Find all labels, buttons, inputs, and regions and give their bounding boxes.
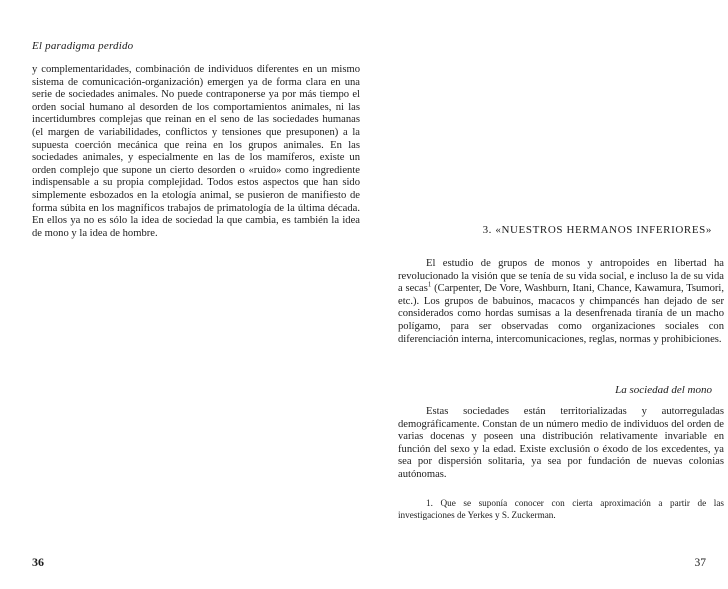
right-page	[364, 0, 728, 589]
running-head: El paradigma perdido	[32, 40, 134, 52]
footnote-text: Que se suponía conocer con cierta aproximación a partir de las investigaciones de Yerkes y S. Zuckerman.	[398, 498, 724, 520]
paragraph-1-text: El estudio de grupos de monos y antropoides en libertad ha revolucionado la visión que se tenía de su vida social, e incluso la de su vida a secas	[398, 258, 724, 295]
paragraph-1-text-continued: (Carpenter, De Vore, Washburn, Itani, Chance, Kawamura, Tsumori, etc.). Los grupos de babuinos, macacos y chimpancés han dejado de ser considerados como hordas sumisas a la desenfrenada tiranía de un macho polígamo, para ser observadas como organizaciones sociales con diferenciación interna, intercomunicaciones, reglas, normas y prohibiciones.	[398, 283, 724, 345]
right-paragraph-1	[398, 258, 724, 346]
right-paragraph-2: Estas sociedades están territorializadas y autorreguladas demográficamente. Constan de un número medio de individuos del orden de varias docenas y poseen una distribución relativamente invariable en función del sexo y la edad. Existe exclusión o éxodo de los excedentes, ya sea por dispersión solitaria, ya sea por fundación de nuevas colonias autónomas.	[398, 406, 724, 480]
subheading: La sociedad del mono	[615, 384, 712, 396]
section-heading: 3. «NUESTROS HERMANOS INFERIORES»	[482, 224, 712, 236]
footnote-reference: 1	[427, 280, 432, 289]
footnote	[398, 498, 724, 521]
page-number-left: 36	[32, 555, 44, 569]
footnote-number: 1.	[426, 498, 433, 508]
left-body-paragraph: y complementaridades, combinación de individuos diferentes en un mismo sistema de comunicación-organización) emergen ya de forma clara en una serie de sociedades animales. No puede contraponerse ya por más tiempo el orden social humano al desorden de los comportamientos animales, ni las incertidumbres complejas que reinan en el seno de las sociedades humanas (el margen de variabilidades, conflictos y tensiones que presuponen) a la supuesta coerción mecánica que reina en los grupos animales. En las sociedades animales, y especialmente en las de los mamíferos, existe un orden complejo que supone un cierto desorden o «ruido» como ingrediente indispensable a su propia complejidad. Todos estos aspectos que han sido simplemente esbozados en la etología animal, se pusieron de manifiesto de forma súbita en los magníficos trabajos de primatología de la última década. En ellos ya no es sólo la idea de sociedad la que cambia, es también la idea de mono y la idea de hombre.	[32, 64, 360, 239]
page-number-right: 37	[694, 557, 706, 569]
